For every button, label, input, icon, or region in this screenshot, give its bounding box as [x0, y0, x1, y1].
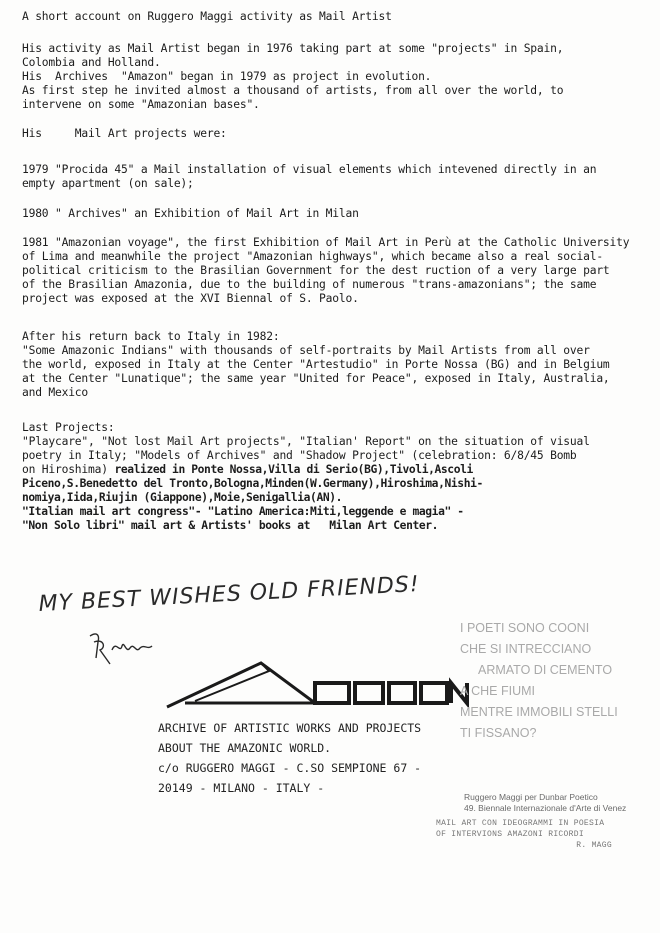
document-title: A short account on Ruggero Maggi activity as Mail Artist — [22, 10, 392, 23]
poem-credit: Ruggero Maggi per Dunbar Poetico 49. Biennale Internazionale d'Arte di Venez — [464, 792, 627, 813]
project-1982: After his return back to Italy in 1982: "Some Amazonic Indians" with thousands of self-portraits by Mail Artists from all over the world, exposed in Italy at the Center "Artestudio" in Porte Nossa (BG) and in Belgium at the Center "Lunatique"; the same year "United for Peace", exposed in Italy, Australia, and Mexico — [22, 330, 610, 399]
project-1981: 1981 "Amazonian voyage", the first Exhibition of Mail Art in Perù at the Catholic University of Lima and meanwhile the project "Amazonian highways", which became also a real social- political criticism to the Brasilian Government for the dest ruction of a very large part of the Brasilian Amazonia, due to the building of numerous "trans-amazonians"; the same project was exposed at the XVI Biennal of S. Paolo. — [22, 236, 630, 305]
poem-stamp: I POETI SONO COONI CHE SI INTRECCIANO ARMATO DI CEMENTO A CHE FIUMI MENTRE IMMOBILI STELLI TI FISSANO? — [460, 621, 618, 740]
intro-paragraph: His activity as Mail Artist began in 1976 taking part at some "projects" in Spain, Colombia and Holland. His Archives "Amazon" began in 1979 as project in evolution. As first step he invited almost a thousand of artists, from all over the world, to intervene on some "Amazonian bases". — [22, 42, 564, 111]
last-projects-hiroshima-line: on Hiroshima) realized in Ponte Nossa,Villa di Serio(BG),Tivoli,Ascoli — [22, 463, 473, 476]
project-1979: 1979 "Procida 45" a Mail installation of visual elements which intevened directly in an empty apartment (on sale); — [22, 163, 597, 190]
faded-stamp: MAIL ART CON IDEOGRAMMI IN POESIA OF INTERVIONS AMAZONI RICORDI R. MAGG — [436, 819, 612, 850]
project-1980: 1980 " Archives" an Exhibition of Mail Art in Milan — [22, 207, 359, 220]
handwritten-note: MY BEST WISHES OLD FRIENDS! — [38, 572, 421, 617]
logo-text: AMAZON — [325, 679, 330, 680]
last-projects: Last Projects: "Playcare", "Not lost Mail Art projects", "Italian' Report" on the situation of visual poetry in Italy; "Models of Archives" and "Shadow Project" (celebration: 6/8/45 Bomb on Hiroshima) realized in Ponte Nossa,Villa di Serio(BG),Tivoli,Ascoli Piceno,S.Benedetto del Tronto,Bologna,Minden(W.Germany),Hiroshima,Nishi- nomiya,Iida,Riujin (Giappone),Moie,Senigallia(AN). "Italian mail art congress"- "Latino America:Miti,leggende e magia" - "Non Solo libri" mail art & Artists' books at Milan Art Center. — [22, 421, 647, 533]
projects-heading: His Mail Art projects were: — [22, 127, 227, 140]
archive-stamp: ARCHIVE OF ARTISTIC WORKS AND PROJECTS ABOUT THE AMAZONIC WORLD. c/o RUGGERO MAGGI - C.SO SEMPIONE 67 - 20149 - MILANO - ITALY - — [158, 721, 422, 795]
amazon-archive-logo — [165, 657, 475, 713]
handwritten-signature — [86, 628, 166, 668]
